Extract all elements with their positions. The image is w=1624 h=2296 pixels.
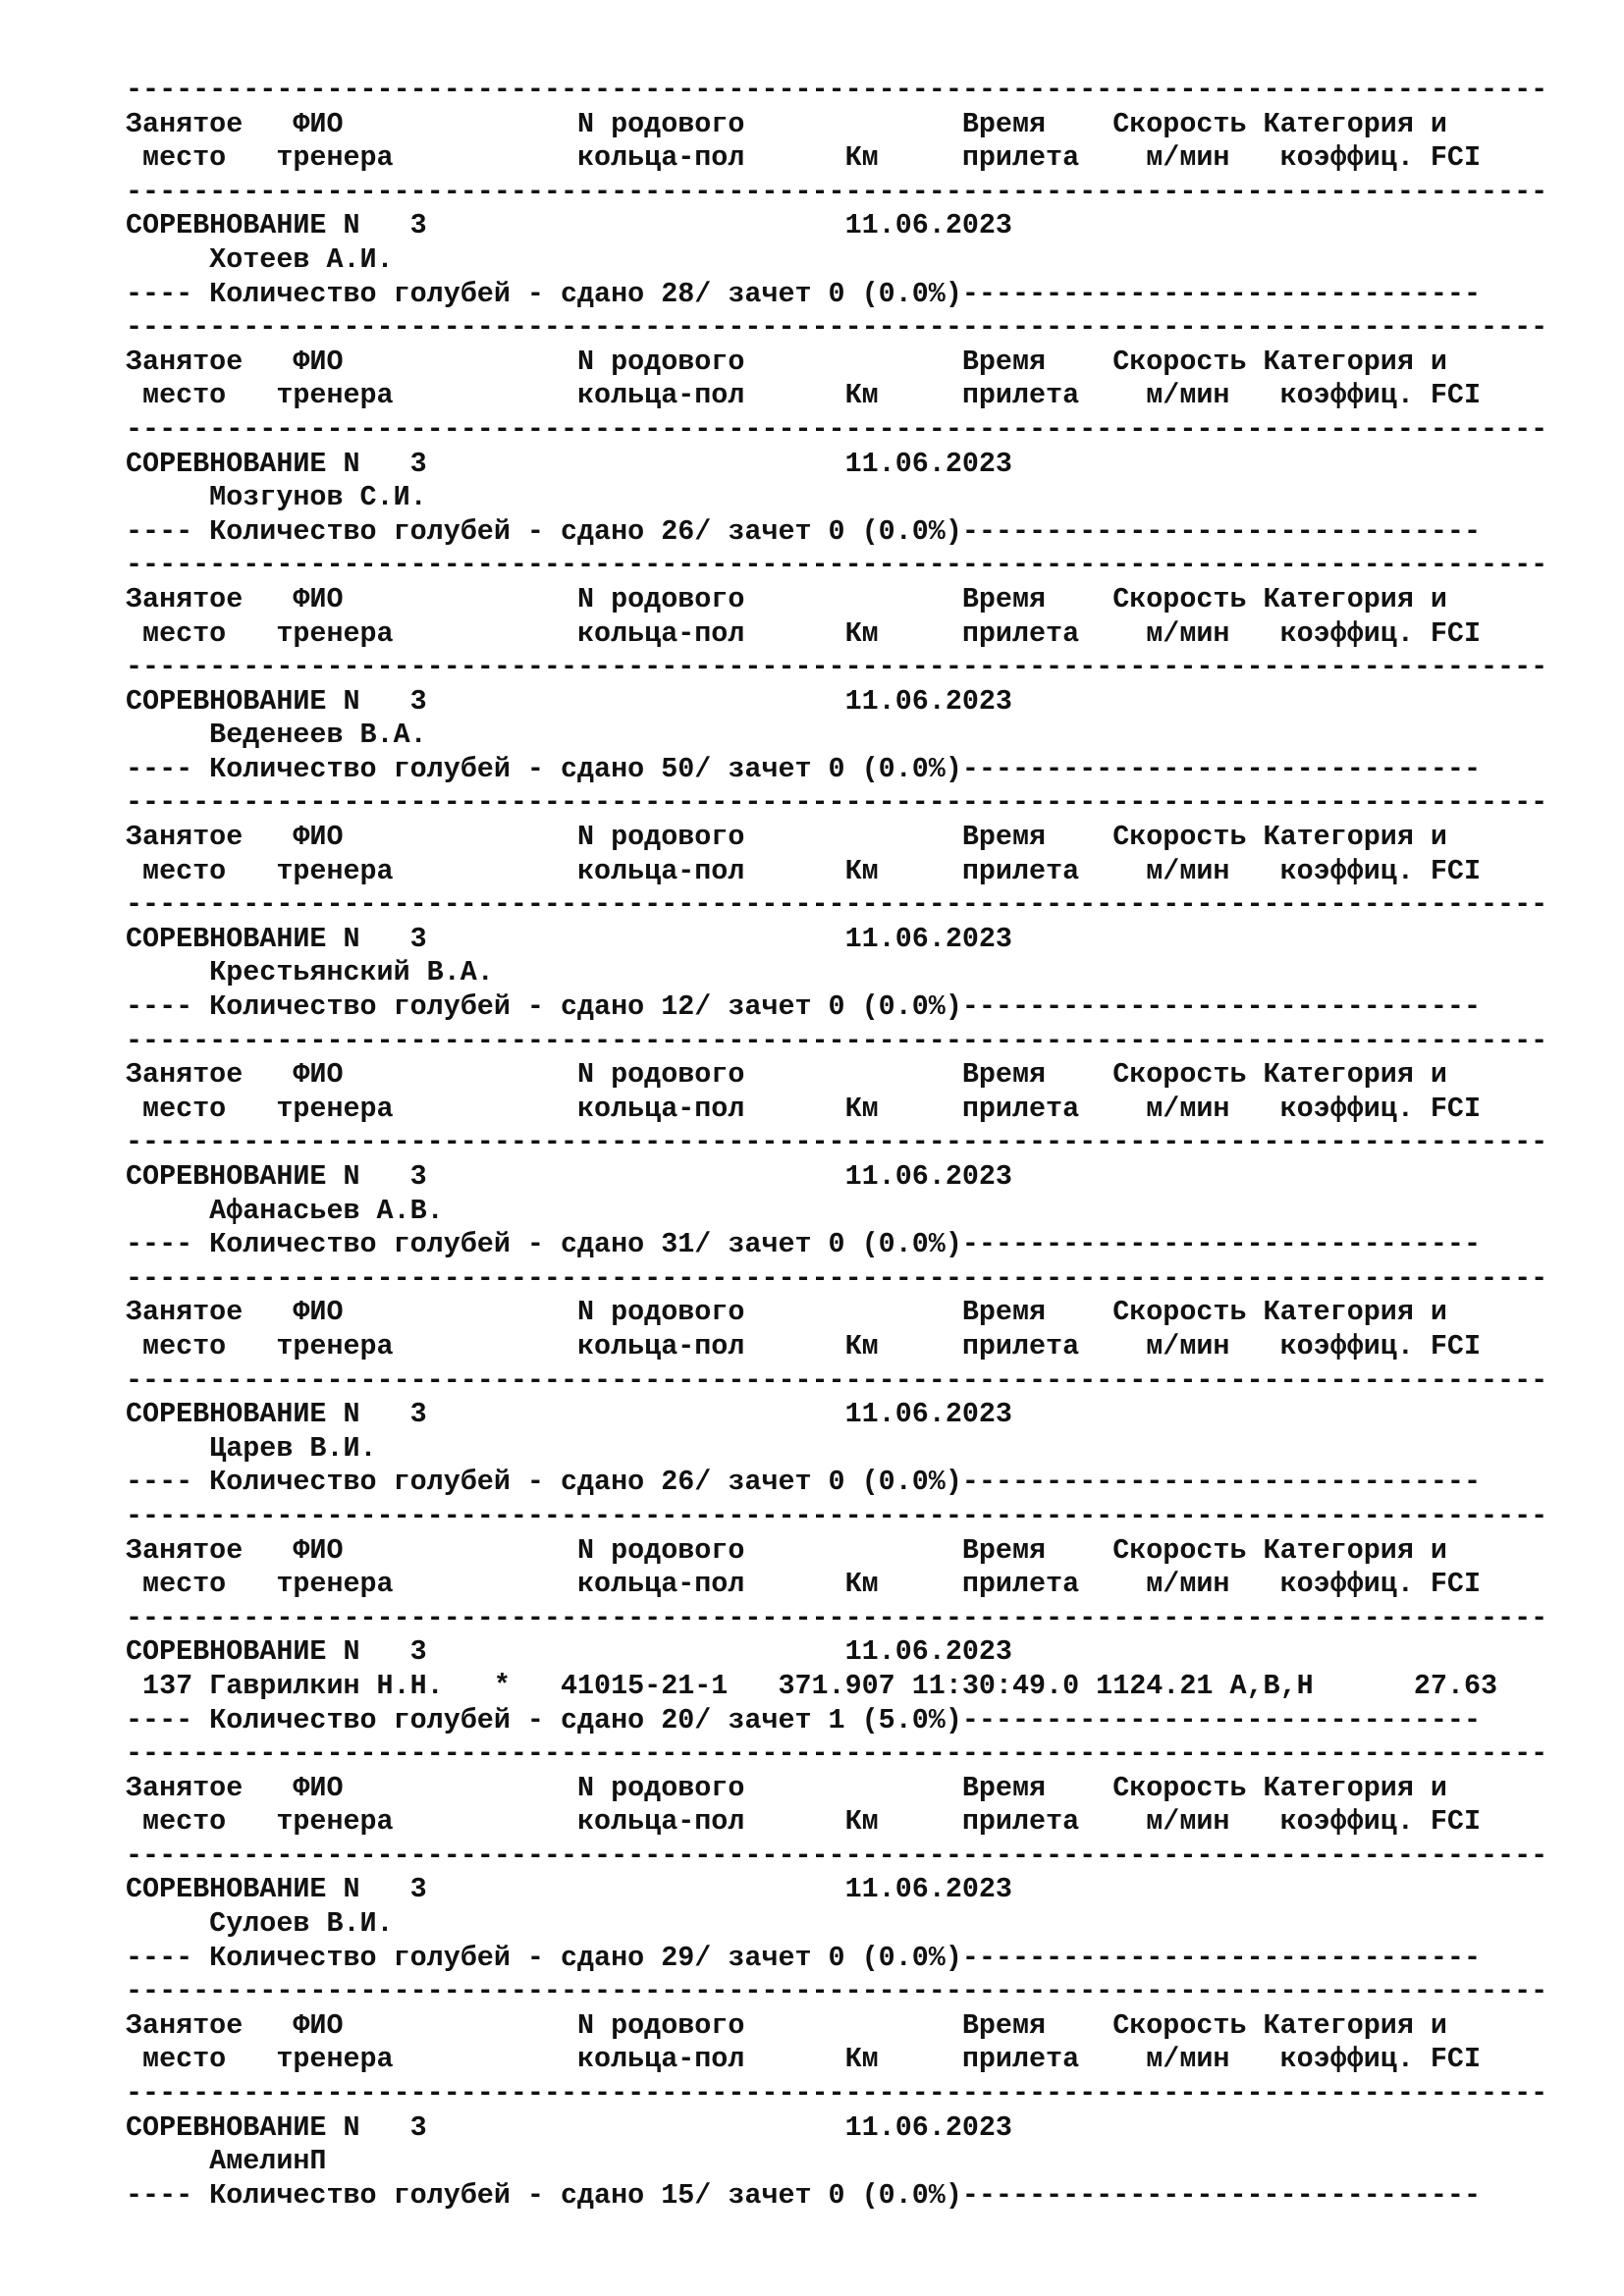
separator-line: ------------------------------------------------------------------------------------- <box>126 412 1548 446</box>
column-header-line-1: Занятое ФИО N родового Время Скорость Категория и <box>126 1771 1447 1804</box>
result-row: Хотеев А.И. <box>126 242 394 276</box>
result-row: АмелинП <box>126 2145 327 2178</box>
competition-line: СОРЕВНОВАНИЕ N 3 11.06.2023 <box>126 684 1012 718</box>
result-row: Афанасьев А.В. <box>126 1194 444 1227</box>
result-row: Крестьянский В.А. <box>126 956 494 989</box>
column-header-line-2: место тренера кольца-пол Км прилета м/мин коэффиц. FCI <box>126 854 1482 887</box>
summary-line: ---- Количество голубей - сдано 29/ зачет 0 (0.0%)------------------------------- <box>126 1941 1482 1974</box>
summary-line: ---- Количество голубей - сдано 20/ зачет 1 (5.0%)------------------------------- <box>126 1703 1482 1736</box>
column-header-line-2: место тренера кольца-пол Км прилета м/мин коэффиц. FCI <box>126 1092 1482 1125</box>
competition-line: СОРЕВНОВАНИЕ N 3 11.06.2023 <box>126 447 1012 480</box>
separator-line: ------------------------------------------------------------------------------------- <box>126 1499 1548 1532</box>
column-header-line-1: Занятое ФИО N родового Время Скорость Категория и <box>126 582 1447 615</box>
separator-line: ------------------------------------------------------------------------------------- <box>126 1126 1548 1159</box>
summary-line: ---- Количество голубей - сдано 26/ зачет 0 (0.0%)------------------------------- <box>126 1466 1482 1499</box>
column-header-line-1: Занятое ФИО N родового Время Скорость Категория и <box>126 1058 1447 1092</box>
summary-line: ---- Количество голубей - сдано 12/ зачет 0 (0.0%)------------------------------- <box>126 990 1482 1024</box>
column-header-line-1: Занятое ФИО N родового Время Скорость Категория и <box>126 1533 1447 1567</box>
summary-line: ---- Количество голубей - сдано 31/ зачет 0 (0.0%)------------------------------- <box>126 1228 1482 1261</box>
column-header-line-1: Занятое ФИО N родового Время Скорость Категория и <box>126 1296 1447 1329</box>
column-header-line-2: место тренера кольца-пол Км прилета м/мин коэффиц. FCI <box>126 1805 1482 1839</box>
competition-line: СОРЕВНОВАНИЕ N 3 11.06.2023 <box>126 1635 1012 1669</box>
separator-line: ------------------------------------------------------------------------------------- <box>126 888 1548 922</box>
separator-line: ------------------------------------------------------------------------------------- <box>126 549 1548 582</box>
competition-line: СОРЕВНОВАНИЕ N 3 11.06.2023 <box>126 209 1012 242</box>
separator-line: ------------------------------------------------------------------------------------- <box>126 786 1548 820</box>
summary-line: ---- Количество голубей - сдано 28/ зачет 0 (0.0%)------------------------------- <box>126 277 1482 310</box>
summary-line: ---- Количество голубей - сдано 26/ зачет 0 (0.0%)------------------------------- <box>126 514 1482 548</box>
separator-line: ------------------------------------------------------------------------------------- <box>126 175 1548 208</box>
separator-line: ------------------------------------------------------------------------------------- <box>126 74 1548 106</box>
column-header-line-2: место тренера кольца-пол Км прилета м/мин коэффиц. FCI <box>126 2043 1482 2076</box>
column-header-line-2: место тренера кольца-пол Км прилета м/мин коэффиц. FCI <box>126 616 1482 650</box>
column-header-line-2: место тренера кольца-пол Км прилета м/мин коэффиц. FCI <box>126 1329 1482 1362</box>
result-row: Мозгунов С.И. <box>126 481 427 514</box>
separator-line: ------------------------------------------------------------------------------------- <box>126 1024 1548 1057</box>
separator-line: ------------------------------------------------------------------------------------- <box>126 1737 1548 1771</box>
result-row: Веденеев В.А. <box>126 719 427 752</box>
separator-line: ------------------------------------------------------------------------------------- <box>126 1975 1548 2008</box>
column-header-line-1: Занятое ФИО N родового Время Скорость Категория и <box>126 821 1447 854</box>
separator-line: ------------------------------------------------------------------------------------- <box>126 651 1548 684</box>
column-header-line-2: место тренера кольца-пол Км прилета м/мин коэффиц. FCI <box>126 141 1482 175</box>
column-header-line-2: место тренера кольца-пол Км прилета м/мин коэффиц. FCI <box>126 1568 1482 1601</box>
separator-line: ------------------------------------------------------------------------------------- <box>126 1261 1548 1295</box>
separator-line: ------------------------------------------------------------------------------------- <box>126 311 1548 345</box>
competition-line: СОРЕВНОВАНИЕ N 3 11.06.2023 <box>126 1873 1012 1906</box>
result-row: Царев В.И. <box>126 1431 377 1465</box>
result-row: Сулоев В.И. <box>126 1907 394 1941</box>
results-report <box>126 74 1598 2213</box>
separator-line: ------------------------------------------------------------------------------------- <box>126 1839 1548 1872</box>
competition-line: СОРЕВНОВАНИЕ N 3 11.06.2023 <box>126 2110 1012 2144</box>
competition-line: СОРЕВНОВАНИЕ N 3 11.06.2023 <box>126 1398 1012 1431</box>
separator-line: ------------------------------------------------------------------------------------- <box>126 2077 1548 2110</box>
column-header-line-1: Занятое ФИО N родового Время Скорость Категория и <box>126 2008 1447 2042</box>
summary-line: ---- Количество голубей - сдано 15/ зачет 0 (0.0%)------------------------------- <box>126 2178 1482 2212</box>
column-header-line-1: Занятое ФИО N родового Время Скорость Категория и <box>126 107 1447 140</box>
separator-line: ------------------------------------------------------------------------------------- <box>126 1363 1548 1397</box>
summary-line: ---- Количество голубей - сдано 50/ зачет 0 (0.0%)------------------------------- <box>126 752 1482 785</box>
separator-line: ------------------------------------------------------------------------------------- <box>126 1601 1548 1634</box>
column-header-line-2: место тренера кольца-пол Км прилета м/мин коэффиц. FCI <box>126 379 1482 412</box>
column-header-line-1: Занятое ФИО N родового Время Скорость Категория и <box>126 345 1447 378</box>
result-row: 137 Гаврилкин Н.Н. * 41015-21-1 371.907 11:30:49.0 1124.21 A,B,H 27.63 <box>126 1669 1498 1702</box>
competition-line: СОРЕВНОВАНИЕ N 3 11.06.2023 <box>126 1160 1012 1193</box>
competition-line: СОРЕВНОВАНИЕ N 3 11.06.2023 <box>126 922 1012 955</box>
